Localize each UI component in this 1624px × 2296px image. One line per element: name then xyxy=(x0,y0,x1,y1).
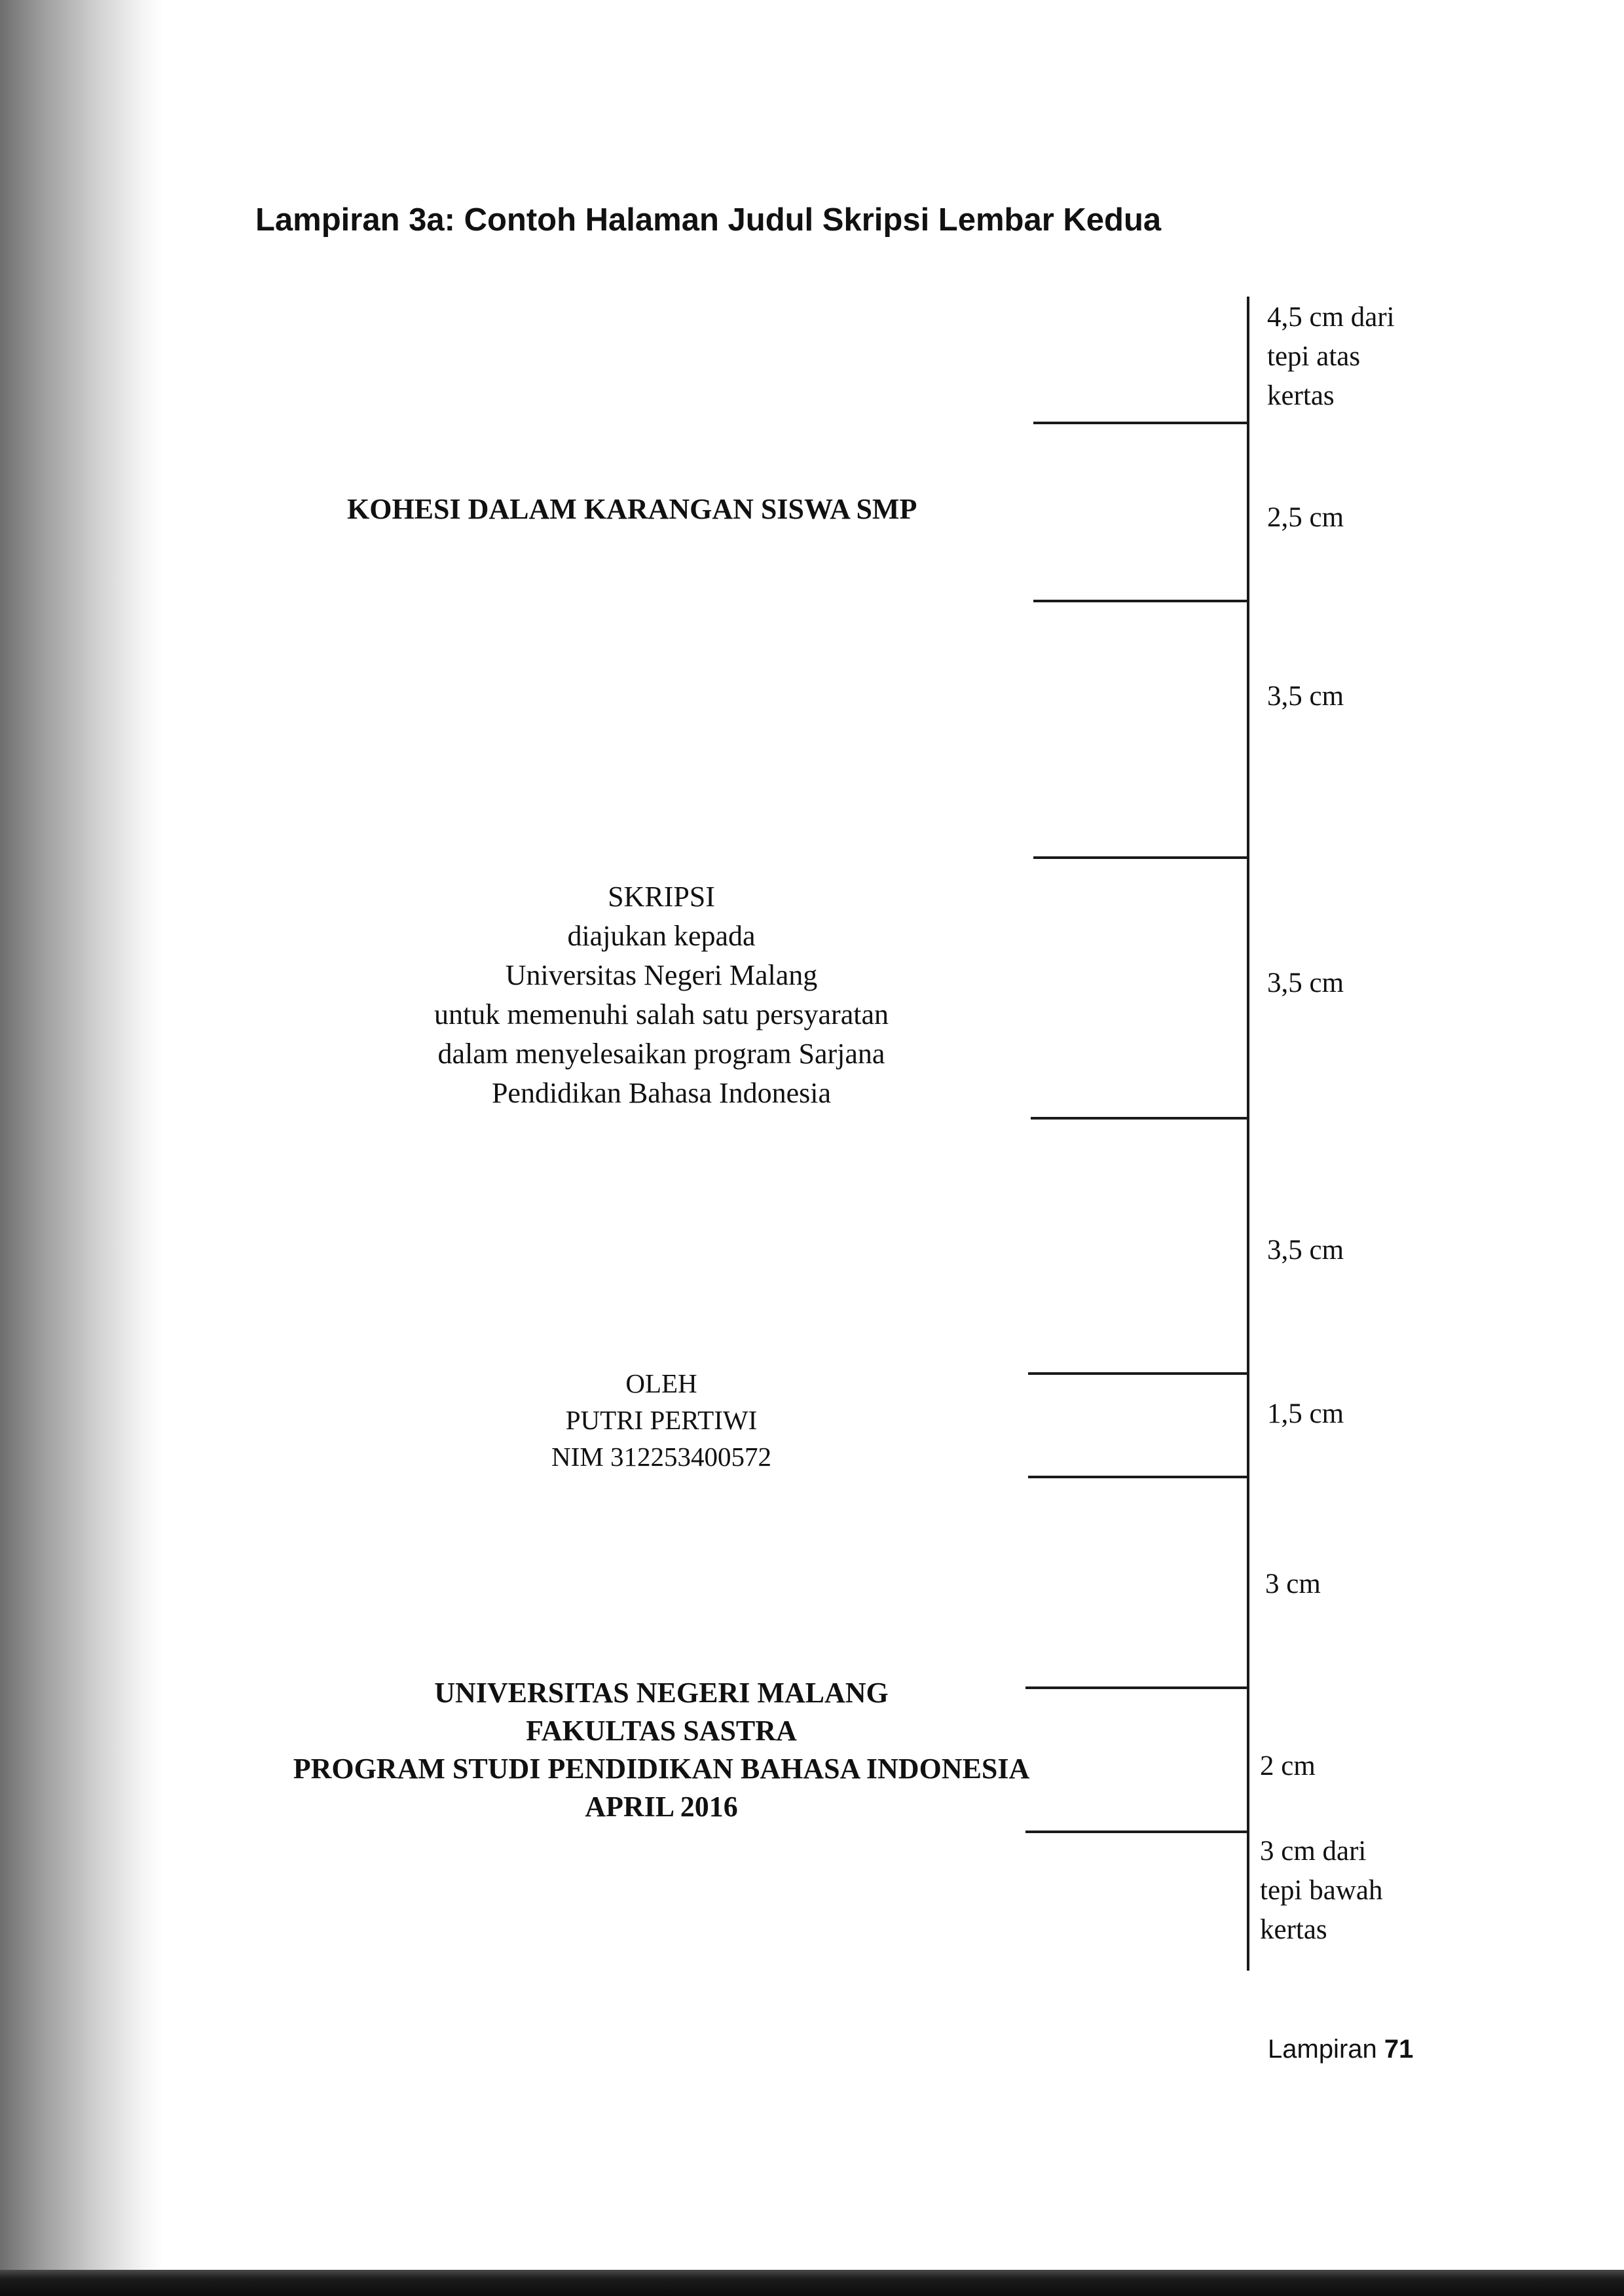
footer-label: Lampiran xyxy=(1268,2035,1377,2064)
institution-line: PROGRAM STUDI PENDIDIKAN BAHASA INDONESIA xyxy=(293,1753,1030,1785)
author-line: OLEH xyxy=(625,1368,697,1398)
skripsi-line: diajukan kepada xyxy=(567,920,756,952)
label-after-title: 2,5 cm xyxy=(1267,502,1344,533)
skripsi-line: dalam menyelesaikan program Sarjana xyxy=(437,1038,885,1070)
label-bottom-margin: 3 cm dari tepi bawah kertas xyxy=(1260,1836,1383,1945)
appendix-heading: Lampiran 3a: Contoh Halaman Judul Skripsi Lembar Kedua xyxy=(255,202,1162,238)
label-before-skripsi: 3,5 cm xyxy=(1267,681,1344,712)
label-before-author: 3,5 cm xyxy=(1267,1235,1344,1266)
label-author-block: 1,5 cm xyxy=(1267,1398,1344,1429)
skripsi-line: Pendidikan Bahasa Indonesia xyxy=(491,1077,832,1109)
label-top-margin: 4,5 cm dari tepi atas kertas xyxy=(1267,302,1395,411)
thesis-title: KOHESI DALAM KARANGAN SISWA SMP xyxy=(347,493,917,525)
institution-date: APRIL 2016 xyxy=(585,1791,738,1823)
institution-line: UNIVERSITAS NEGERI MALANG xyxy=(434,1677,889,1709)
scan-bottom-edge xyxy=(0,2270,1624,2296)
author-nim: NIM 312253400572 xyxy=(551,1442,771,1472)
skripsi-line: untuk memenuhi salah satu persyaratan xyxy=(434,998,889,1030)
label-before-institution: 3 cm xyxy=(1265,1569,1321,1599)
skripsi-line: SKRIPSI xyxy=(608,881,715,913)
skripsi-line: Universitas Negeri Malang xyxy=(505,959,818,991)
page-footer xyxy=(1268,2035,1413,2064)
author-name: PUTRI PERTIWI xyxy=(565,1405,758,1435)
label-skripsi-block: 3,5 cm xyxy=(1267,968,1344,998)
institution-line: FAKULTAS SASTRA xyxy=(526,1715,797,1747)
page-number: 71 xyxy=(1384,2035,1414,2064)
label-institution-block: 2 cm xyxy=(1260,1751,1316,1781)
